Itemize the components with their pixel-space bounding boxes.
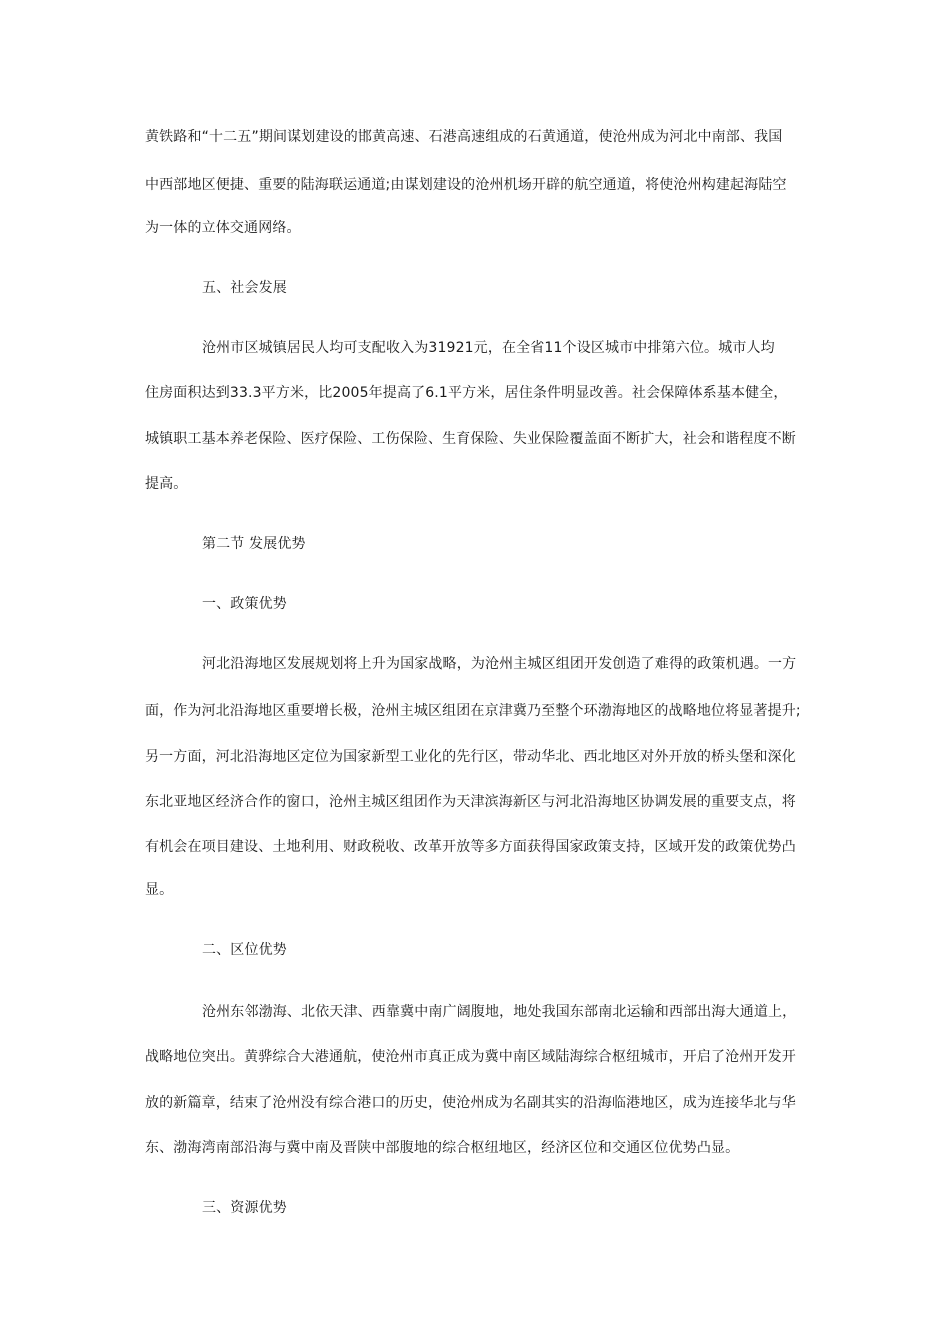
paragraph-line: 有机会在项目建设、土地利用、财政税收、改革开放等多方面获得国家政策支持，区域开发的政策优势凸 [145,839,796,855]
paragraph-line: 中西部地区便捷、重要的陆海联运通道;由谋划建设的沧州机场开辟的航空通道，将使沧州构建起海陆空 [145,177,787,193]
paragraph-line: 黄铁路和“十二五”期间谋划建设的邯黄高速、石港高速组成的石黄通道，使沧州成为河北中南部、我国 [145,129,783,145]
section-heading: 三、资源优势 [202,1200,287,1216]
paragraph-line: 显。 [145,882,174,898]
paragraph-line: 沧州市区城镇居民人均可支配收入为31921元，在全省11个设区城市中排第六位。城市人均 [202,340,775,356]
paragraph-line: 河北沿海地区发展规划将上升为国家战略，为沧州主城区组团开发创造了难得的政策机遇。一方 [202,656,797,672]
section-heading: 二、区位优势 [202,942,287,958]
paragraph-line: 东、渤海湾南部沿海与冀中南及晋陕中部腹地的综合枢纽地区，经济区位和交通区位优势凸显。 [145,1140,740,1156]
paragraph-line: 另一方面，河北沿海地区定位为国家新型工业化的先行区，带动华北、西北地区对外开放的桥头堡和深化 [145,749,796,765]
paragraph-line: 面，作为河北沿海地区重要增长极，沧州主城区组团在京津冀乃至整个环渤海地区的战略地位将显著提升; [145,703,801,719]
paragraph-line: 沧州东邻渤海、北依天津、西靠冀中南广阔腹地，地处我国东部南北运输和西部出海大通道上， [202,1004,797,1020]
paragraph-line: 为一体的立体交通网络。 [145,220,301,236]
paragraph-line: 住房面积达到33.3平方米，比2005年提高了6.1平方米，居住条件明显改善。社会保障体系基本健全， [145,385,788,401]
chapter-section-heading: 第二节 发展优势 [202,536,306,552]
paragraph-line: 放的新篇章，结束了沧州没有综合港口的历史，使沧州成为名副其实的沿海临港地区，成为连接华北与华 [145,1095,796,1111]
paragraph-line: 战略地位突出。黄骅综合大港通航，使沧州市真正成为冀中南区域陆海综合枢纽城市，开启了沧州开发开 [145,1049,796,1065]
paragraph-line: 东北亚地区经济合作的窗口，沧州主城区组团作为天津滨海新区与河北沿海地区协调发展的重要支点，将 [145,794,796,810]
paragraph-line: 提高。 [145,476,188,492]
section-heading: 一、政策优势 [202,596,287,612]
section-heading: 五、社会发展 [202,280,287,296]
paragraph-line: 城镇职工基本养老保险、医疗保险、工伤保险、生育保险、失业保险覆盖面不断扩大，社会和谐程度不断 [145,431,796,447]
